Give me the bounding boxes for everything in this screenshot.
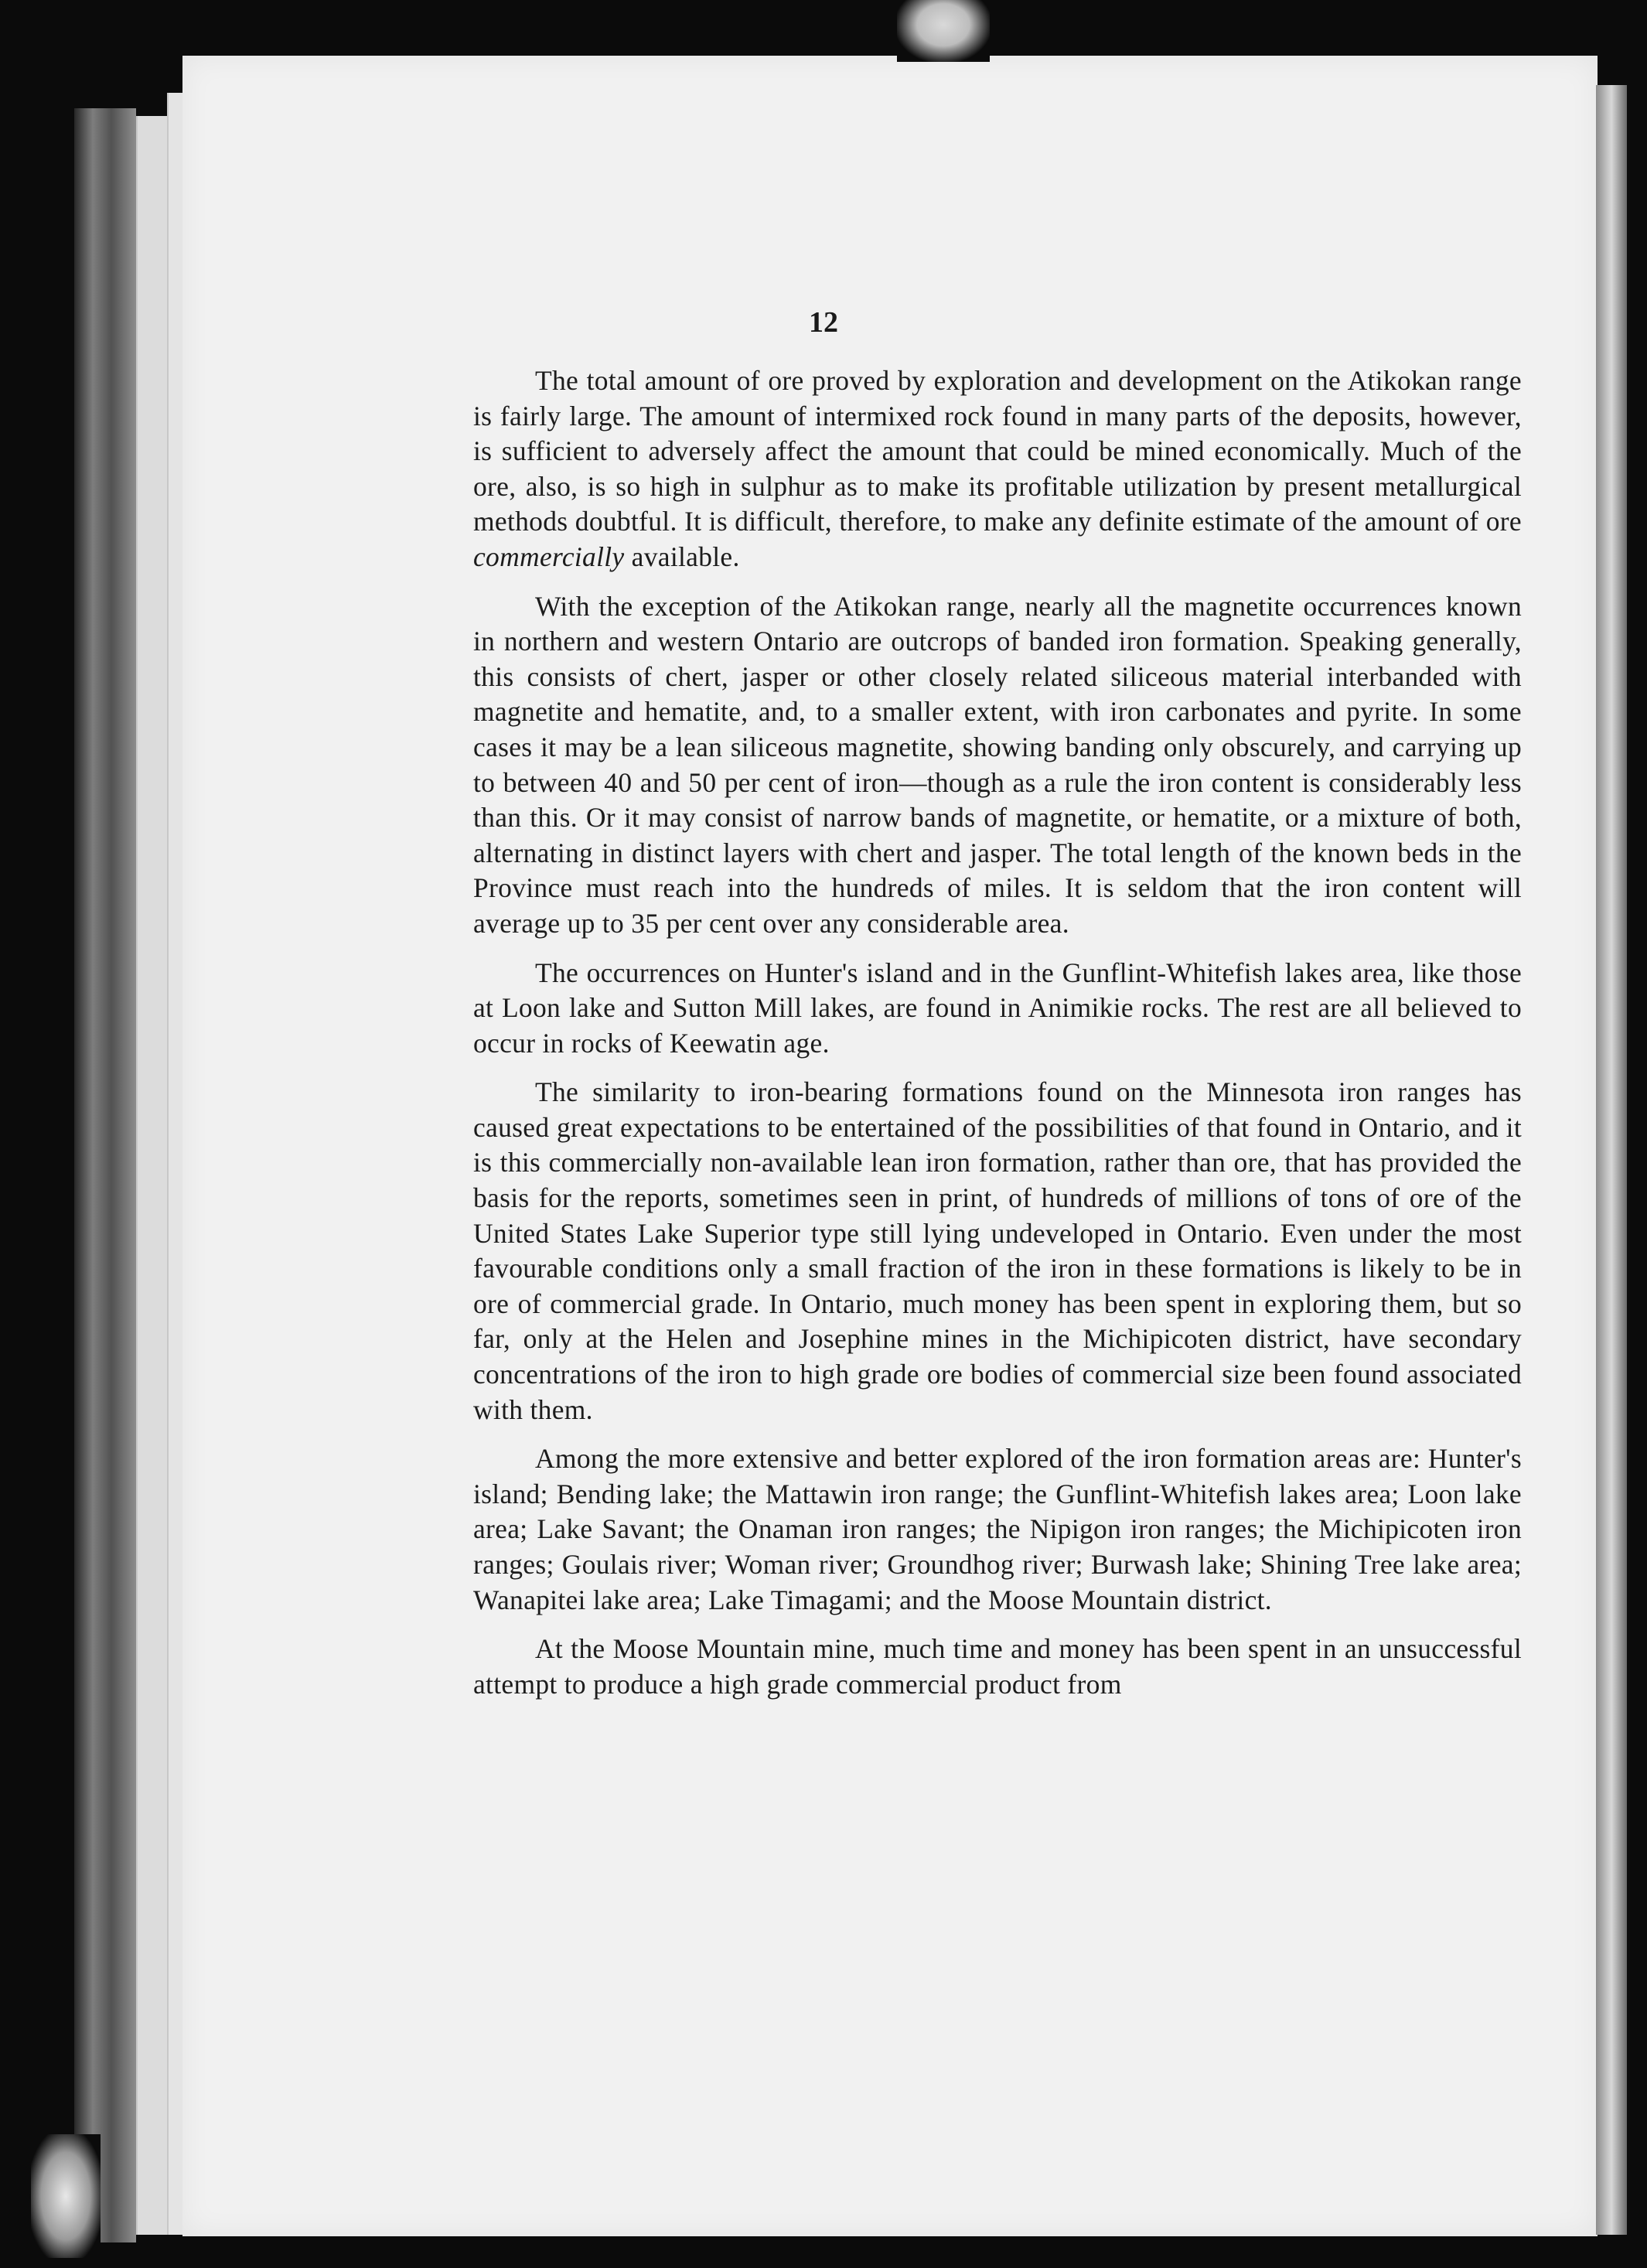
paragraph-1-text: The total amount of ore proved by exploration and development on the Atikokan range is fairly large. The amount of intermixed rock found in many parts of the deposits, however, is sufficient to adversely affect the amount that could be mined economically. Much of the ore, also, is so high in sulphur as to make its profitable utilization by present metallurgical methods doubtful. It is difficult, therefore, to make any definite estimate of the amount of ore (473, 365, 1522, 537)
paragraph-4: The similarity to iron-bearing formations found on the Minnesota iron ranges has caused great expectations to be entertained of the possibilities of that found in Ontario, and it is this commercially non-available lean iron formation, rather than ore, that has provided the basis for the reports, sometimes seen in print, of hundreds of millions of tons of ore of the United States Lake Superior type still lying undeveloped in Ontario. Even under the most favourable conditions only a small fraction of the iron in these formations is likely to be in ore of commercial grade. In Ontario, much money has been spent in exploring them, but so far, only at the Helen and Josephine mines in the Michipicoten district, have secondary concentrations of the iron to high grade ore bodies of commercial size been found associated with them. (473, 1076, 1522, 1425)
paragraph-1-tail: available. (624, 541, 740, 572)
paragraph-3: The occurrences on Hunter's island and in the Gunflint-Whitefish lakes area, like those at Loon lake and Sutton Mill lakes, are found in Animikie rocks. The rest are all believed to occur in rocks of Keewatin age. (473, 957, 1522, 1059)
paragraph-6: At the Moose Mountain mine, much time and money has been spent in an unsuccessful attempt to produce a high grade commercial product from (473, 1633, 1522, 1700)
paragraph-1 (473, 363, 1522, 575)
book-spine (74, 108, 136, 2242)
paragraph-2: With the exception of the Atikokan range, nearly all the magnetite occurrences known in northern and western Ontario are outcrops of banded iron formation. Speaking generally, this consists of chert, jasper or other closely related siliceous material interbanded with magnetite and hematite, and, to a smaller extent, with iron carbonates and pyrite. In some cases it may be a lean siliceous magnetite, showing banding only obscurely, and carrying up to between 40 and 50 per cent of iron—though as a rule the iron content is considerably less than this. Or it may consist of narrow bands of magnetite, or hematite, or a mixture of both, alternating in distinct layers with chert and jasper. The total length of the known beds in the Province must reach into the hundreds of miles. It is seldom that the iron content will average up to 35 per cent over any considerable area. (473, 590, 1522, 939)
paragraph-1-emphasis: commercially (473, 541, 625, 572)
page-edge (136, 116, 169, 2235)
torn-top-edge (897, 0, 990, 62)
page-number: 12 (809, 306, 838, 339)
scan-corner-mark (31, 2134, 101, 2258)
paragraph-5: Among the more extensive and better explored of the iron formation areas are: Hunter's island; Bending lake; the Mattawin iron range; the Gunflint-Whitefish lakes area; Loon lake area; Lake Savant; the Onaman iron ranges; the Nipigon iron ranges; the Michipicoten iron ranges; Goulais river; Woman river; Groundhog river; Burwash lake; Shining Tree lake area; Wanapitei lake area; Lake Timagami; and the Moose Mountain district. (473, 1443, 1522, 1615)
right-page-edge (1596, 85, 1627, 2235)
body-text (473, 363, 1522, 1702)
